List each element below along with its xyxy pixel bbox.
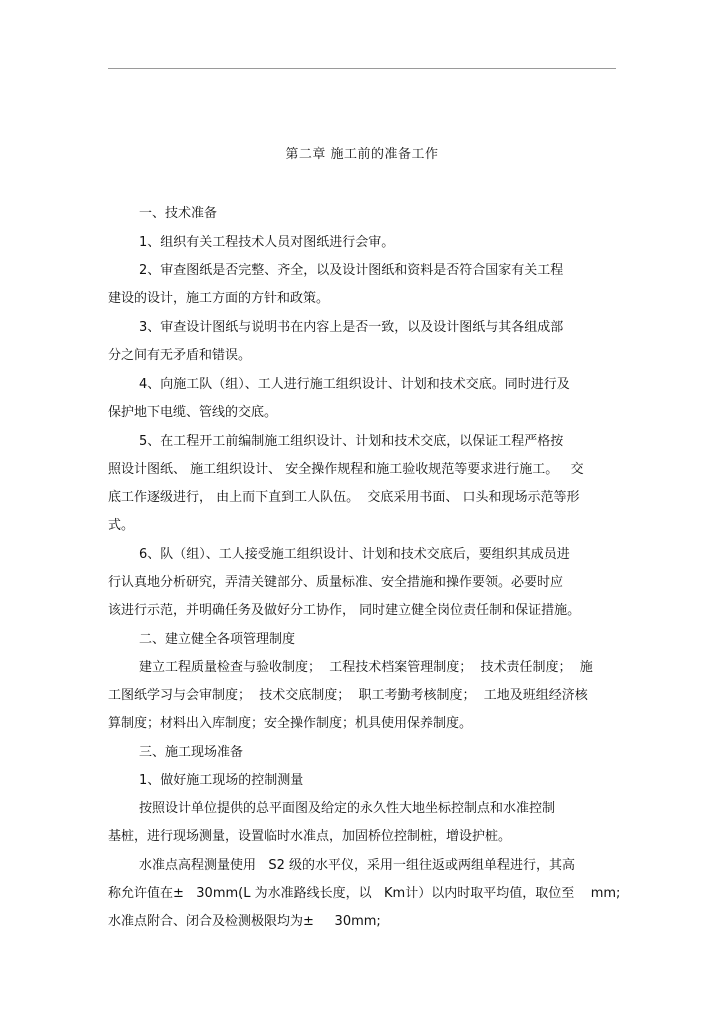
paragraph-line: 算制度；材料出入库制度；安全操作制度；机具使用保养制度。 [108, 716, 473, 731]
paragraph-line: 该进行示范，并明确任务及做好分工协作， 同时建立健全岗位责任制和保证措施。 [108, 603, 581, 618]
subsection-heading: 1、做好施工现场的控制测量 [139, 773, 304, 788]
paragraph-line: 3、审查设计图纸与说明书在内容上是否一致，以及设计图纸与其各组成部 [139, 320, 564, 335]
paragraph-line: 水准点附合、闭合及检测极限均为± 30mm; [108, 914, 381, 929]
paragraph-line: 基桩，进行现场测量，设置临时水准点，加固桥位控制桩，增设护桩。 [108, 829, 512, 844]
paragraph-line: 1、组织有关工程技术人员对图纸进行会审。 [139, 235, 395, 250]
paragraph-line: 建立工程质量检查与验收制度； 工程技术档案管理制度； 技术责任制度； 施 [139, 660, 593, 675]
paragraph-line: 6、队（组）、工人接受施工组织设计、计划和技术交底后，要组织其成员进 [139, 547, 570, 562]
paragraph-line: 按照设计单位提供的总平面图及给定的永久性大地坐标控制点和水准控制 [139, 801, 556, 816]
paragraph-line: 5、在工程开工前编制施工组织设计、计划和技术交底，以保证工程严格按 [139, 434, 564, 449]
paragraph-line: 照设计图纸、 施工组织设计、 安全操作规程和施工验收规范等要求进行施工。 交 [108, 462, 584, 477]
paragraph-line: 分之间有无矛盾和错误。 [108, 348, 252, 363]
paragraph-line: 行认真地分析研究，弄清关键部分、质量标准、安全措施和操作要领。必要时应 [108, 575, 564, 590]
paragraph-line: 水准点高程测量使用 S2 级的水平仪，采用一组往返或两组单程进行，其高 [139, 858, 576, 873]
paragraph-line: 2、审查图纸是否完整、齐全，以及设计图纸和资料是否符合国家有关工程 [139, 263, 564, 278]
chapter-title: 第二章 施工前的准备工作 [285, 147, 439, 162]
paragraph-line: 保护地下电缆、管线的交底。 [108, 405, 278, 420]
header-rule [108, 68, 616, 69]
section-heading-site-prep: 三、施工现场准备 [139, 745, 244, 760]
paragraph-line: 底工作逐级进行， 由上而下直到工人队伍。 交底采用书面、 口头和现场示范等形 [108, 490, 580, 505]
section-heading-management: 二、建立健全各项管理制度 [139, 632, 296, 647]
paragraph-line: 4、向施工队（组）、工人进行施工组织设计、计划和技术交底。同时进行及 [139, 377, 570, 392]
paragraph-line: 建设的设计，施工方面的方针和政策。 [108, 291, 330, 306]
section-heading-technical-prep: 一、技术准备 [139, 206, 218, 221]
paragraph-line: 式。 [108, 518, 135, 533]
paragraph-line: 称允许值在± 30mm(L 为水准路线长度，以 Km计）以内时取平均值，取位至 mm; [108, 886, 621, 901]
paragraph-line: 工图纸学习与会审制度； 技术交底制度； 职工考勤考核制度； 工地及班组经济核 [108, 688, 588, 703]
